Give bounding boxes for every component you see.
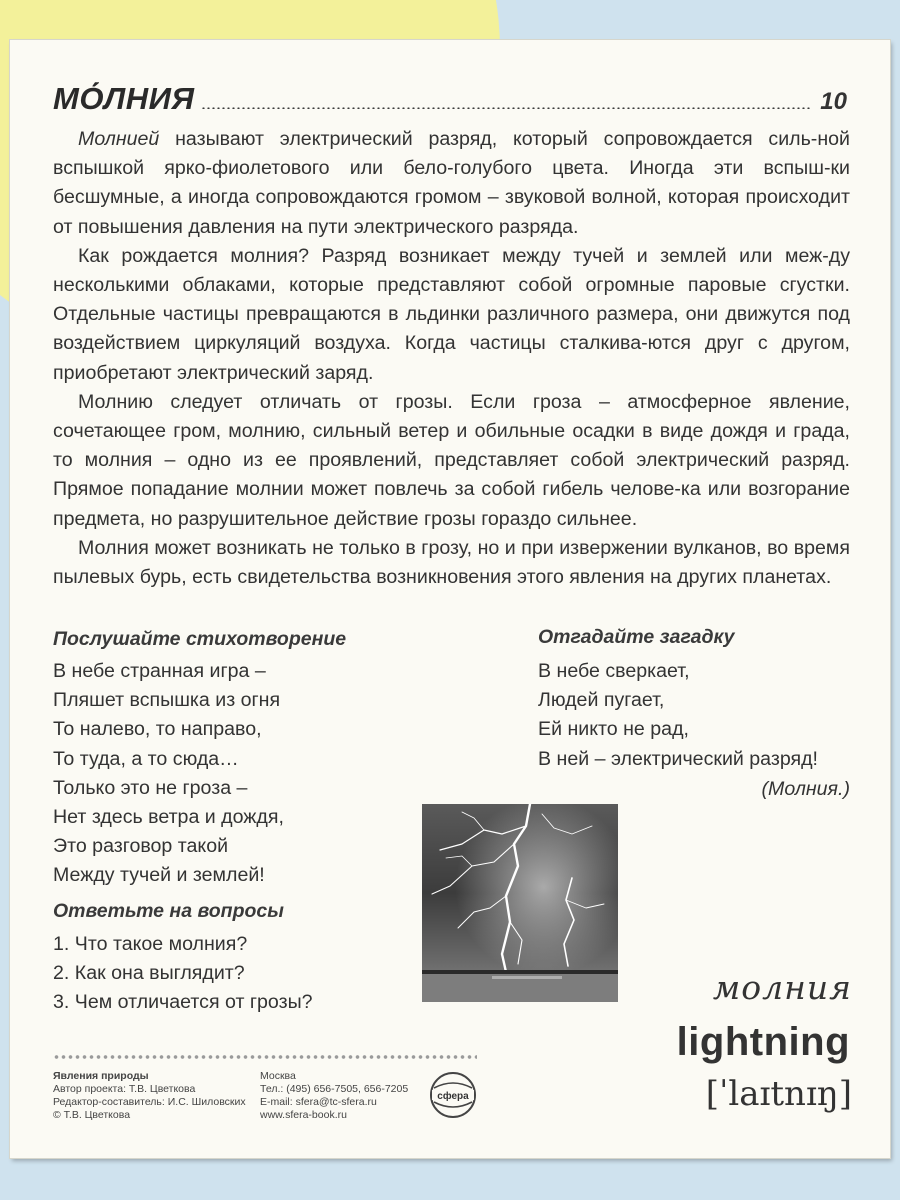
header-dotted-leader bbox=[201, 107, 811, 109]
poem-line: То налево, то направо, bbox=[53, 718, 262, 741]
poem-line: Нет здесь ветра и дождя, bbox=[53, 806, 284, 829]
sfera-globe-icon bbox=[428, 1070, 478, 1120]
question-item: 1. Что такое молния? bbox=[53, 933, 248, 955]
paragraph-3: Молнию следует отличать от грозы. Если гроза – атмосферное явление, сочетающее гром, молнию, сильный ветер и обильные осадки в виде дождя и града, то молния – одно из ее проявлений, представляет собой электрический разряд. Прямое попадание молнии может повлечь за собой гибель челове-ка или возгорание предмета, но разрушительное действие грозы гораздо сильнее. bbox=[53, 390, 850, 530]
lightning-illustration bbox=[422, 804, 618, 1002]
paragraph-2: Как рождается молния? Разряд возникает между тучей и землей или меж-ду несколькими облаками, которые представляют собой огромные паровые сгустки. Отдельные частицы превращаются в льдинки различного размера, они движутся под воздействием циркуляций воздуха. Когда частицы сталкива-ются друг с другом, приобретают электрический заряд. bbox=[53, 244, 850, 384]
article-text bbox=[53, 125, 850, 592]
questions-heading: Ответьте на вопросы bbox=[53, 900, 284, 922]
page-number: 10 bbox=[820, 88, 847, 115]
poem-line: То туда, а то сюда… bbox=[53, 747, 239, 770]
riddle-line: Людей пугает, bbox=[538, 689, 665, 712]
publisher-logo bbox=[428, 1070, 478, 1120]
riddle-line: В ней – электрический разряд! bbox=[538, 747, 818, 770]
publisher-website: www.sfera-book.ru bbox=[260, 1109, 347, 1121]
riddle-line: В небе сверкает, bbox=[538, 660, 690, 682]
series-name: Явления природы bbox=[53, 1070, 149, 1082]
question-item: 2. Как она выглядит? bbox=[53, 962, 245, 985]
publisher-phone: Тел.: (495) 656-7505, 656-7205 bbox=[260, 1083, 409, 1095]
editor-credit: Редактор-составитель: И.С. Шиловских bbox=[53, 1096, 246, 1108]
english-word: lightning bbox=[676, 1020, 850, 1064]
worksheet-card bbox=[10, 40, 890, 1158]
paragraph-4: Молния может возникать не только в грозу, но и при извержении вулканов, во время пылевых бурь, есть свидетельства возникновения этого явления на других планетах. bbox=[53, 536, 850, 589]
riddle bbox=[538, 657, 818, 774]
question-item: 3. Чем отличается от грозы? bbox=[53, 991, 313, 1014]
riddle-answer: (Молния.) bbox=[761, 778, 850, 800]
questions-list bbox=[53, 930, 313, 1018]
riddle-line: Ей никто не рад, bbox=[538, 718, 689, 741]
poem-line: Пляшет вспышка из огня bbox=[53, 689, 281, 712]
footer-divider bbox=[53, 1055, 477, 1059]
publisher-city: Москва bbox=[260, 1070, 296, 1082]
footer-contacts bbox=[260, 1070, 430, 1122]
lightning-photo bbox=[422, 804, 618, 1002]
page-header bbox=[53, 78, 847, 114]
logo-text: сфера bbox=[437, 1091, 469, 1102]
paragraph-1 bbox=[53, 125, 850, 242]
poem-line: В небе странная игра – bbox=[53, 660, 266, 682]
publisher-email: E-mail: sfera@tc-sfera.ru bbox=[260, 1096, 377, 1108]
poem-line: Только это не гроза – bbox=[53, 776, 248, 799]
copyright-notice: © Т.В. Цветкова bbox=[53, 1109, 131, 1121]
page-title: МО́ЛНИЯ bbox=[53, 81, 195, 116]
paragraph-1-text: называют электрический разряд, который сопровождается силь-ной вспышкой ярко-фиолетового или бело-голубого цвета. Иногда эти вспыш-ки бесшумные, а иногда сопровождаются громом – звуковой волной, которая происходит от повышения давления на пути электрического разряда. bbox=[53, 128, 850, 238]
riddle-heading: Отгадайте загадку bbox=[538, 626, 735, 648]
poem bbox=[53, 657, 284, 891]
russian-script-word: молния bbox=[712, 968, 852, 1007]
poem-heading: Послушайте стихотворение bbox=[53, 628, 347, 650]
author-credit: Автор проекта: Т.В. Цветкова bbox=[53, 1083, 196, 1095]
poem-line: Это разговор такой bbox=[53, 835, 229, 858]
poem-line: Между тучей и землей! bbox=[53, 864, 265, 887]
phonetic-transcription: [ˈlaɪtnɪŋ] bbox=[705, 1074, 852, 1114]
footer-credits bbox=[53, 1070, 253, 1122]
definition-term: Молнией bbox=[78, 128, 160, 150]
